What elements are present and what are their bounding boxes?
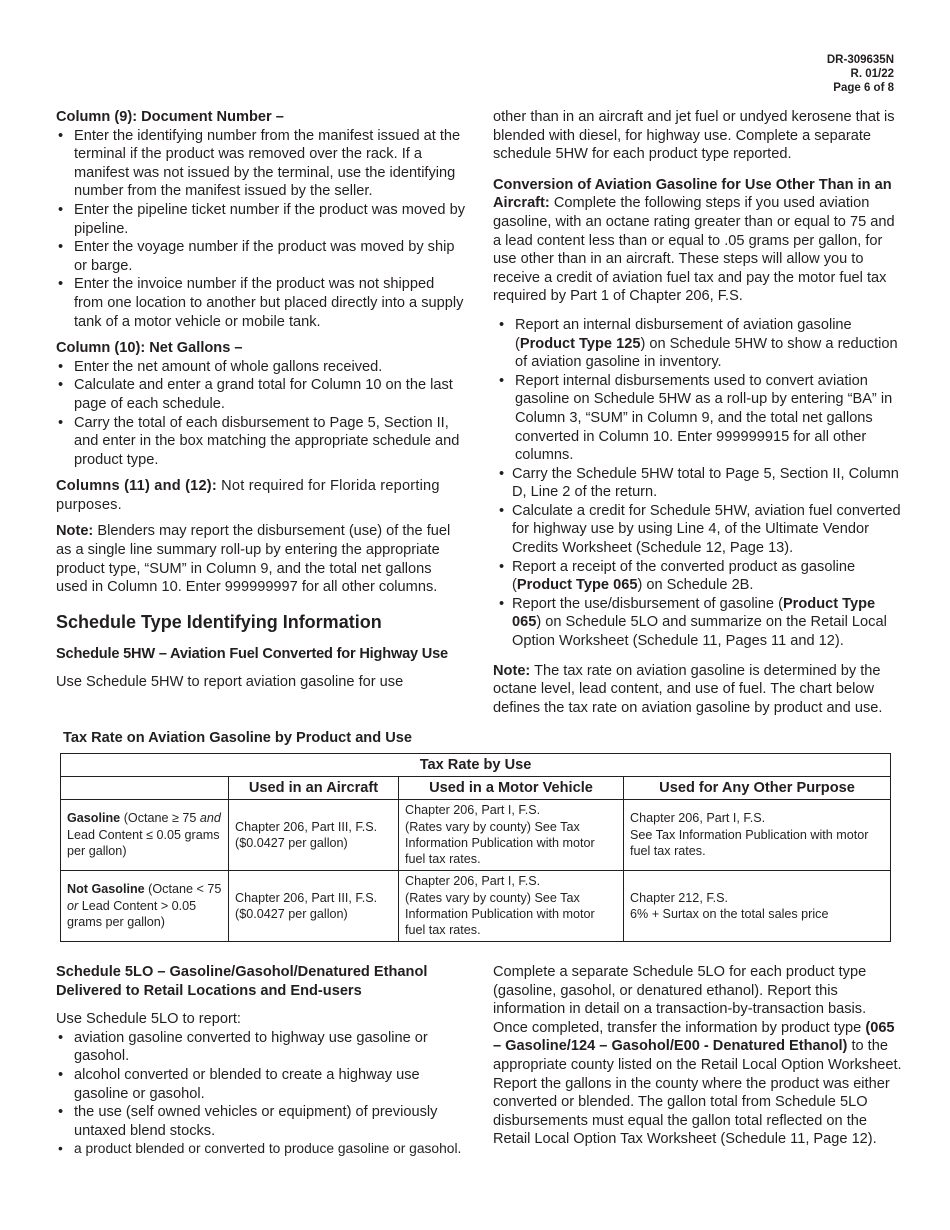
rate-line: Chapter 206, Part I, F.S.: [405, 874, 541, 889]
list-item: • Enter the net amount of whole gallons received.: [56, 358, 466, 377]
page-number: Page 6 of 8: [833, 82, 894, 94]
other-purpose-rate-cell: [624, 800, 891, 871]
schedule-5hw-intro: Use Schedule 5HW to report aviation gasoline for use: [56, 674, 404, 691]
note-label: Note:: [493, 662, 531, 679]
step-text: ) on Schedule 5HW to show a reduction of aviation gasoline in inventory.: [515, 335, 898, 371]
empty-header-cell: [61, 777, 229, 800]
table-header-row: [61, 754, 891, 777]
form-number: DR-309635N: [826, 54, 894, 66]
lower-right-column: [493, 963, 903, 1157]
rate-line: Chapter 206, Part III, F.S.: [235, 890, 378, 905]
table-row: [61, 871, 891, 942]
column-9-heading: Column (9): Document Number –: [56, 109, 284, 125]
note-text: Blenders may report the disbursement (use) of the fuel as a single line summary roll-up by entering the appropriate product type, “SUM” in Column 9, and the total net gallons used in Column 10. Enter 999999997 for all other columns.: [56, 523, 451, 596]
list-item: • Carry the total of each disbursement to Page 5, Section II, and enter in the box matching the appropriate schedule and product type.: [56, 414, 466, 470]
step-text: ) on Schedule 2B.: [637, 577, 754, 594]
table-row: [61, 800, 891, 871]
right-column: [493, 108, 903, 725]
rate-line: See Tax Information Publication with motor fuel tax rates.: [630, 827, 869, 859]
list-item: [493, 558, 903, 595]
product-spec: Lead Content > 0.05 grams per gallon): [67, 898, 197, 930]
schedule-5hw-heading: Schedule 5HW – Aviation Fuel Converted for Highway Use: [56, 645, 448, 662]
motor-vehicle-rate-cell: [399, 871, 624, 942]
product-cell: [61, 800, 229, 871]
list-item: • alcohol converted or blended to create a highway use gasoline or gasohol.: [56, 1066, 466, 1103]
conversion-text: Complete the following steps if you used aviation gasoline, with an octane rating greater than or equal to 75 and a lead content less than or equal to .05 grams per gallon, for use other than in an aircraft. These steps will allow you to receive a credit of aviation fuel tax and pay the motor fuel tax required by Part 1 of Chapter 206, F.S.: [493, 195, 895, 305]
form-header: [827, 53, 894, 95]
column-10-heading: Column (10): Net Gallons –: [56, 340, 243, 357]
list-item: • Enter the pipeline ticket number if the product was moved by pipeline.: [56, 201, 466, 238]
list-item: • Calculate and enter a grand total for Column 10 on the last page of each schedule.: [56, 376, 466, 413]
lower-left-column: [56, 963, 466, 1167]
step-text: Report an internal disbursement of aviation gasoline (: [515, 316, 852, 352]
product-name: Not Gasoline: [67, 882, 145, 897]
step-text: ) on Schedule 5LO and summarize on the Retail Local Option Worksheet (Schedule 11, Pages 11 and 12).: [512, 614, 887, 650]
step-product-type: Product Type 125: [519, 335, 641, 352]
section-title: Schedule Type Identifying Information: [56, 611, 382, 632]
product-spec: (Octane < 75: [144, 882, 222, 897]
conversion-paragraph: [493, 176, 903, 306]
product-spec: Lead Content ≤ 0.05 grams per gallon): [67, 827, 220, 859]
aircraft-rate-cell: [229, 800, 399, 871]
step-text: Report the use/disbursement of gasoline (: [512, 595, 783, 612]
product-spec: (Octane ≥ 75: [120, 811, 200, 826]
list-item: • Enter the identifying number from the manifest issued at the terminal if the product was removed over the rack. If a manifest was not issued by the terminal, use the identifying number from the manifest issued by the seller.: [56, 127, 466, 201]
instructions-text: Complete a separate Schedule 5LO for each product type (gasoline, gasohol, or denatured ethanol). Report this information in detail on a transaction-by-transaction basis. Once completed, transfer the information by product type: [493, 964, 867, 1036]
table-header-row: [61, 777, 891, 800]
step-text: Report a receipt of the converted product as gasoline (: [512, 558, 856, 594]
table-title: Tax Rate on Aviation Gasoline by Product and Use: [63, 730, 412, 746]
blender-note: [56, 522, 466, 596]
rate-line: (Rates vary by county) See Tax Information Publication with motor fuel tax rates.: [405, 819, 595, 867]
list-item: • a product blended or converted to produce gasoline or gasohol.: [56, 1140, 466, 1159]
list-item: [493, 316, 903, 372]
other-purpose-rate-cell: [624, 871, 891, 942]
tax-rate-note: [493, 662, 903, 718]
rate-line: Chapter 206, Part I, F.S.: [405, 803, 541, 818]
rate-line: ($0.0427 per gallon): [235, 836, 348, 850]
rate-line: Chapter 206, Part III, F.S.: [235, 819, 378, 834]
product-cell: [61, 871, 229, 942]
rate-line: Chapter 206, Part I, F.S.: [630, 811, 766, 826]
instructions-text: to the appropriate county listed on the Retail Local Option Worksheet. Report the gallons in the county where the product was either converted or blended. The gallon total from Schedule 5LO disbursements must equal the gallon total reflected on the Retail Local Option Tax Worksheet (Schedule 11, Page 12).: [493, 1038, 902, 1148]
conversion-steps-list: [493, 316, 903, 651]
list-item: • the use (self owned vehicles or equipment) of previously untaxed blend stocks.: [56, 1103, 466, 1140]
tax-rate-by-use-header: Tax Rate by Use: [61, 754, 891, 777]
rate-line: 6% + Surtax on the total sales price: [630, 907, 829, 921]
schedule-5lo-instructions: [493, 963, 903, 1149]
column-header: Used in a Motor Vehicle: [399, 777, 624, 800]
list-item: • Enter the invoice number if the product was not shipped from one location to another but placed directly into a supply tank of a motor vehicle or mobile tank.: [56, 275, 466, 331]
column-header: Used for Any Other Purpose: [624, 777, 891, 800]
step-product-type: Product Type 065: [516, 577, 638, 594]
product-spec: or: [67, 898, 79, 913]
schedule-5hw-continuation: other than in an aircraft and jet fuel or undyed kerosene that is blended with diesel, for highway use. Complete a separate schedule 5HW for each product type reported.: [493, 109, 895, 163]
motor-vehicle-rate-cell: [399, 800, 624, 871]
columns-11-12-heading: Columns (11) and (12):: [56, 478, 217, 495]
rate-line: (Rates vary by county) See Tax Information Publication with motor fuel tax rates.: [405, 890, 595, 938]
tax-rate-table: [60, 753, 891, 942]
list-item: • Report internal disbursements used to convert aviation gasoline on Schedule 5HW as a roll-up by entering “BA” in Column 3, “SUM” in Column 9, and the total net gallons converted in Column 10. Enter 999999915 for all other columns.: [493, 372, 903, 465]
product-spec: and: [199, 811, 221, 826]
columns-11-12-paragraph: [56, 477, 466, 514]
list-item: • Carry the Schedule 5HW total to Page 5, Section II, Column D, Line 2 of the return.: [493, 465, 903, 502]
column-header: Used in an Aircraft: [229, 777, 399, 800]
list-item: • Enter the voyage number if the product was moved by ship or barge.: [56, 238, 466, 275]
rate-line: ($0.0427 per gallon): [235, 907, 348, 921]
schedule-5lo-heading: Schedule 5LO – Gasoline/Gasohol/Denatured Ethanol Delivered to Retail Locations and End-users: [56, 964, 428, 999]
revision-date: R. 01/22: [850, 68, 894, 80]
column-10-list: [56, 358, 466, 470]
left-column: [56, 108, 466, 700]
conversion-heading: Conversion of Aviation Gasoline for Use Other Than in an Aircraft:: [493, 176, 892, 212]
note-label: Note:: [56, 523, 94, 540]
schedule-5lo-list: [56, 1029, 466, 1159]
step-product-type: Product Type 065: [512, 595, 876, 631]
note-text: The tax rate on aviation gasoline is determined by the octane level, lead content, and use of fuel. The chart below defines the tax rate on aviation gasoline by product and use.: [493, 662, 883, 716]
product-name: Gasoline: [67, 811, 121, 826]
aircraft-rate-cell: [229, 871, 399, 942]
column-9-list: [56, 127, 466, 332]
list-item: • aviation gasoline converted to highway use gasoline or gasohol.: [56, 1029, 466, 1066]
list-item: [493, 595, 903, 651]
list-item: • Calculate a credit for Schedule 5HW, aviation fuel converted for highway use by using Line 4, of the Ultimate Vendor Credits Worksheet (Schedule 12, Page 13).: [493, 502, 903, 558]
rate-line: Chapter 212, F.S.: [630, 890, 729, 905]
columns-11-12-text: Not required for Florida reporting purposes.: [56, 478, 440, 513]
schedule-5lo-intro: Use Schedule 5LO to report:: [56, 1011, 241, 1028]
product-types: (065 – Gasoline/124 – Gasohol/E00 - Denatured Ethanol): [493, 1019, 895, 1055]
